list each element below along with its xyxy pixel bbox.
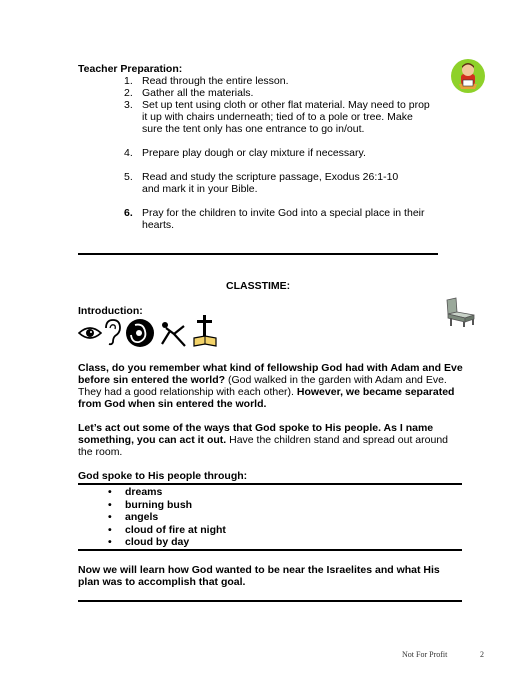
page-number: 2 (480, 650, 484, 659)
prep-item-text: Gather all the materials. (142, 87, 254, 99)
list-item-text: burning bush (125, 498, 193, 511)
bullet: • (108, 486, 112, 498)
list-heading: God spoke to His people through: (78, 470, 248, 482)
bullet: • (108, 511, 112, 523)
divider (78, 549, 462, 551)
prep-item-number: 5. (124, 171, 133, 183)
prep-item-text: Prepare play dough or clay mixture if necessary. (142, 147, 366, 159)
prep-item-number: 1. (124, 75, 133, 87)
eye-icon (78, 322, 102, 344)
paragraph-act-out (78, 422, 464, 458)
divider (78, 253, 438, 255)
footer-text: Not For Profit (402, 650, 448, 659)
bullet: • (108, 523, 112, 536)
reading-child-icon (450, 58, 486, 94)
prep-item-text: Pray for the children to invite God into a special place in their hearts. (142, 207, 425, 231)
bullet: • (108, 536, 112, 548)
prep-item-text: Read through the entire lesson. (142, 75, 289, 87)
divider (78, 483, 462, 485)
nose-icon (123, 317, 157, 349)
prep-item-number: 4. (124, 147, 133, 159)
ear-icon (102, 318, 122, 346)
list-item-text: cloud by day (125, 536, 190, 548)
list-item-text: angels (125, 511, 159, 523)
list-item-text: cloud of fire at night (125, 523, 226, 536)
paragraph-normal: (God walked in the garden with Adam and Eve. They had a good relationship with each other). (78, 374, 447, 398)
classtime-heading: CLASSTIME: (226, 280, 291, 292)
prep-item-number: 3. (124, 99, 133, 111)
teacher-prep-heading: Teacher Preparation: (78, 63, 183, 75)
paragraph-bold: Let’s act out some of the ways that God spoke to His people. As I name something, you can act it out. (78, 422, 434, 446)
chair-icon (444, 296, 478, 328)
bullet: • (108, 498, 112, 511)
prep-item-text: Read and study the scripture passage, Exodus 26:1-10 and mark it in your Bible. (142, 171, 399, 195)
list-item-text: dreams (125, 486, 163, 498)
paragraph-normal: Have the children stand and spread out around the room. (78, 434, 449, 458)
hand-icon (158, 320, 188, 348)
introduction-label: Introduction: (78, 305, 143, 317)
divider (78, 600, 462, 602)
paragraph-israelites: Now we will learn how God wanted to be near the Israelites and what His plan was to accomplish that goal. (78, 564, 440, 588)
paragraph-bold: However, we became separated from God when sin entered the world. (78, 386, 455, 410)
prep-item-number: 6. (124, 207, 133, 219)
paragraph-fellowship (78, 362, 464, 410)
cross-icon (192, 314, 218, 348)
paragraph-bold: Class, do you remember what kind of fellowship God had with Adam and Eve before sin entered the world? (78, 362, 463, 386)
prep-item-number: 2. (124, 87, 133, 99)
prep-item-text: Set up tent using cloth or other flat material. May need to prop it up with chairs underneath; tied of to a pole or tree. Make sure the tent only has one entrance to go in/out. (142, 99, 430, 135)
